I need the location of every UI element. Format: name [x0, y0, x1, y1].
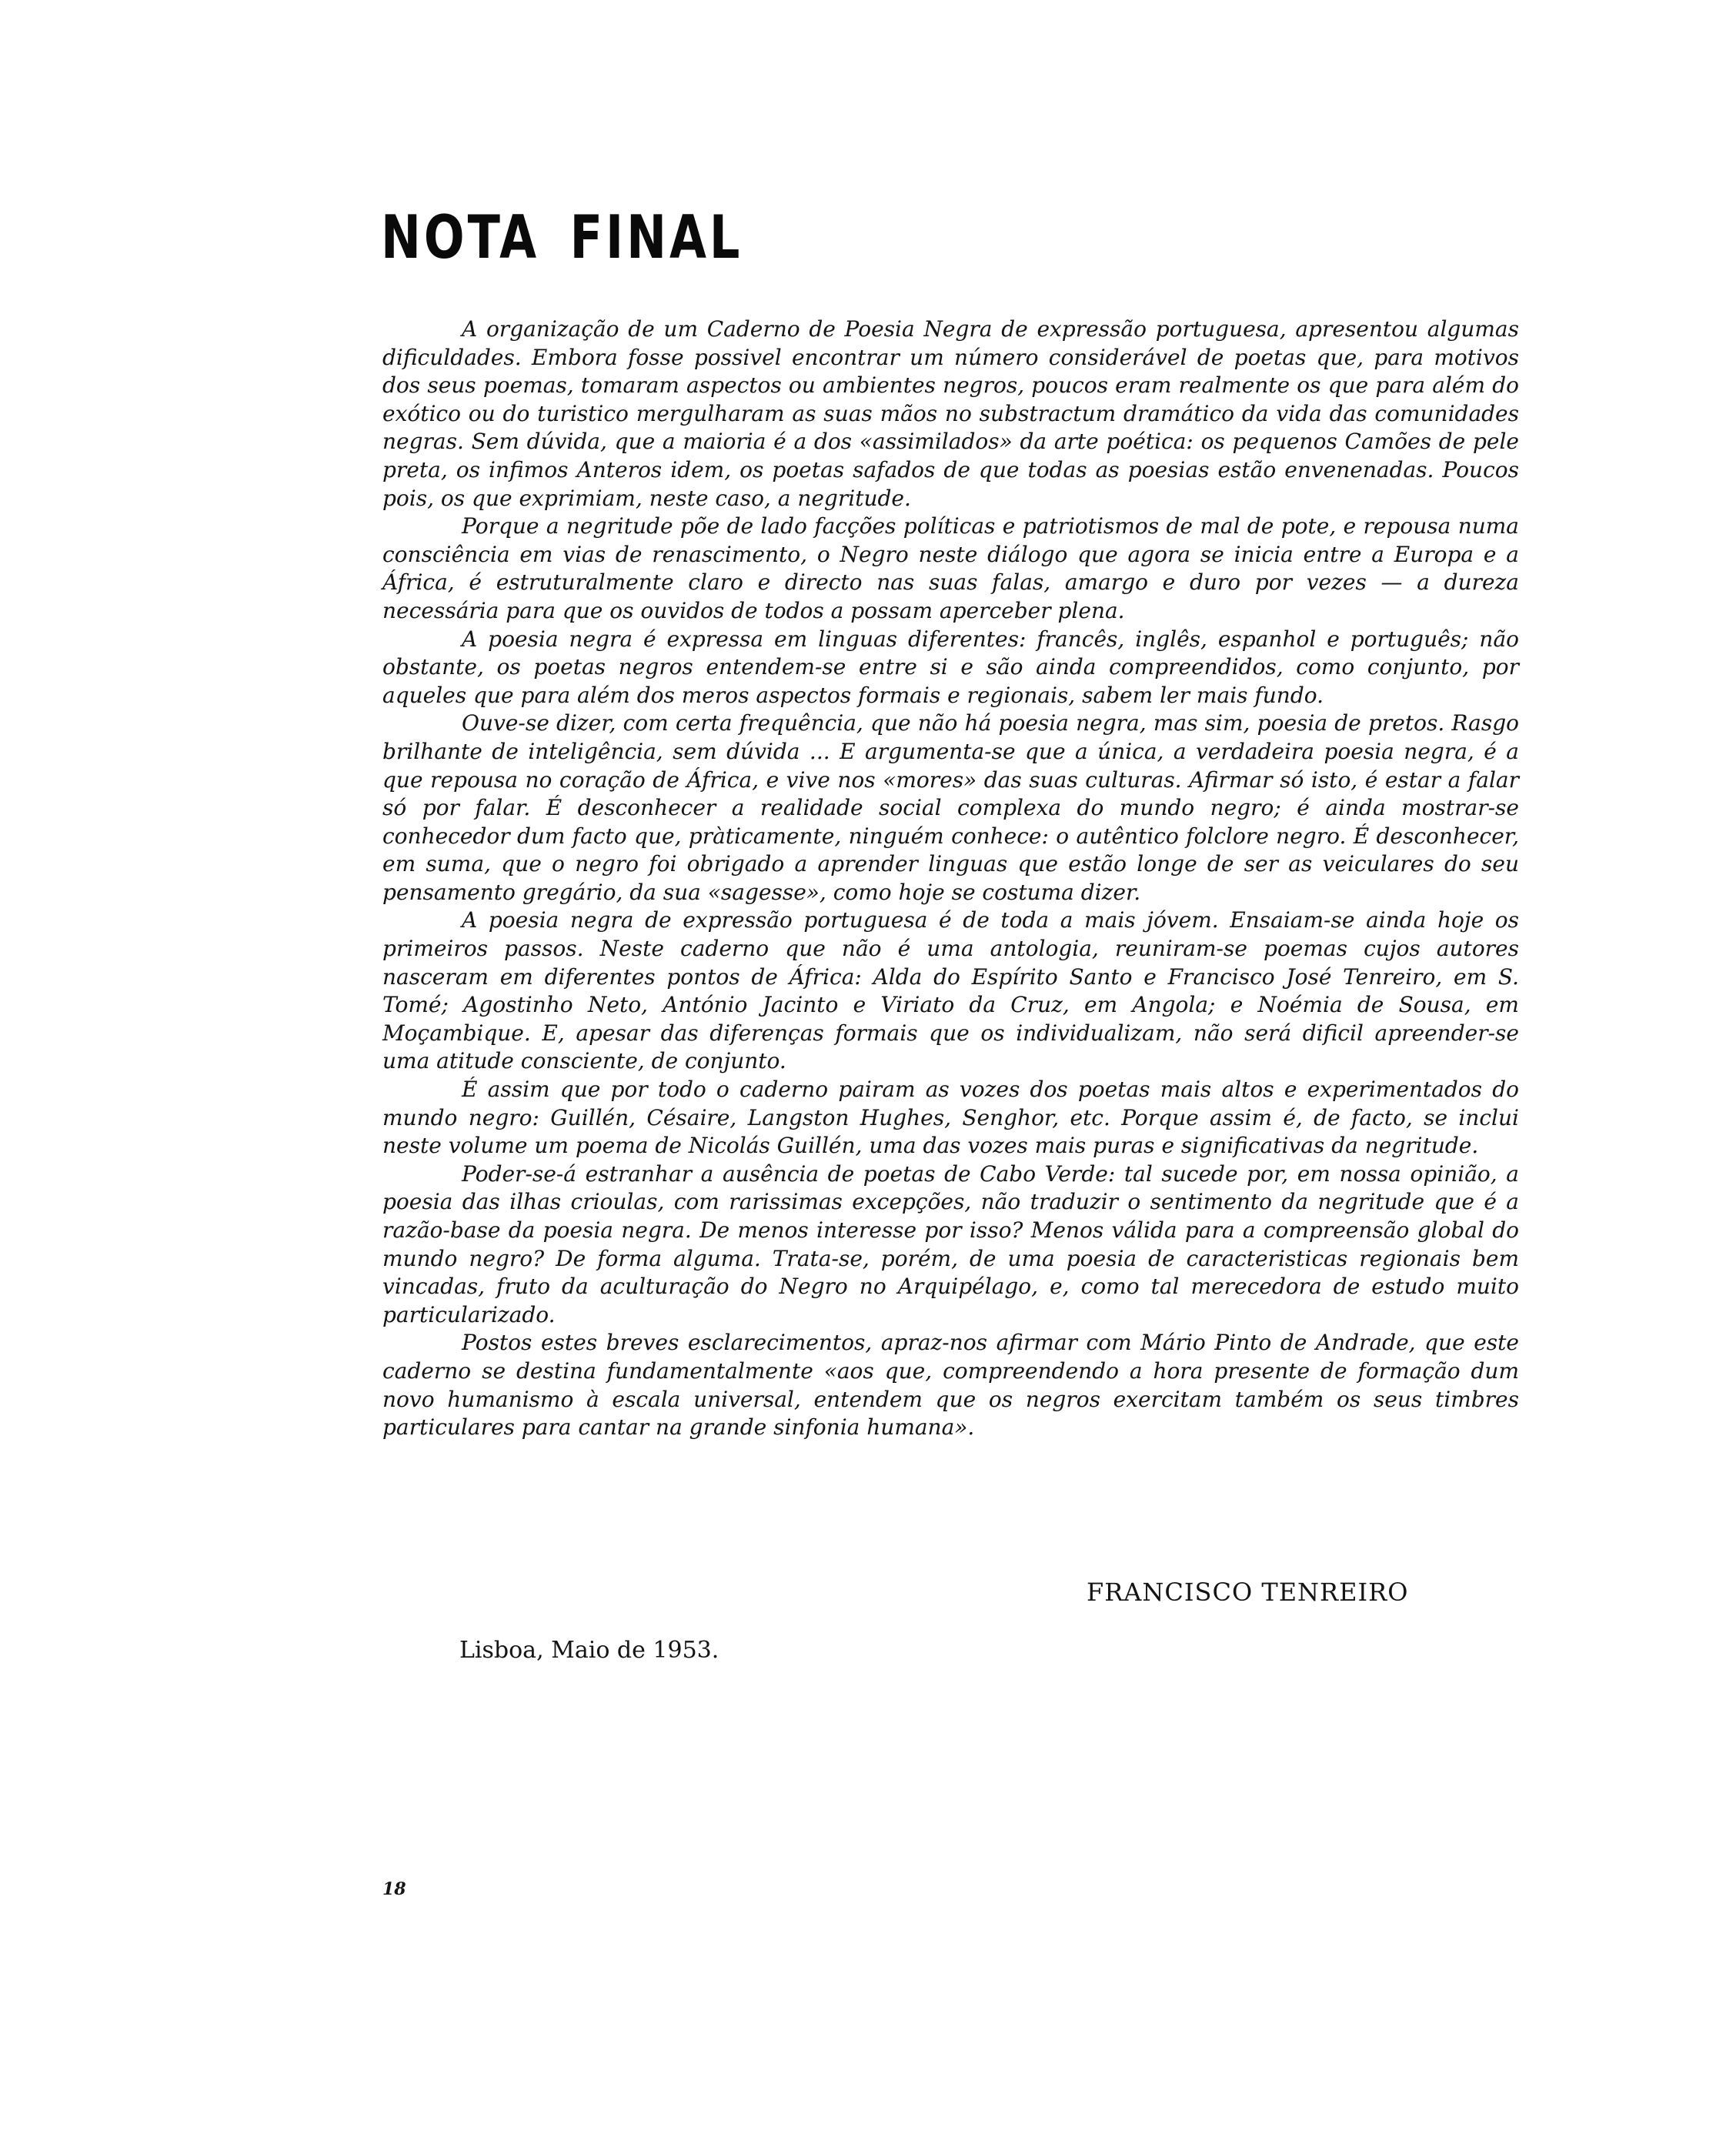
paragraph: Postos estes breves esclarecimentos, apraz-nos afirmar com Mário Pinto de Andrade, que este caderno se destina fundamentalmente «aos que, compreendendo a hora presente de formação dum novo humanismo à escala universal, entendem que os negros exercitam também os seus timbres particulares para cantar na grande sinfonia humana».: [382, 1330, 1519, 1441]
paragraph: É assim que por todo o caderno pairam as vozes dos poetas mais altos e experimentados do mundo negro: Guillén, Césaire, Langston Hughes, Senghor, etc. Porque assim é, de facto, se inclui neste volume um poema de Nicolás Guillén, uma das vozes mais puras e significativas da negritude.: [382, 1077, 1519, 1159]
page-number: 18: [382, 1879, 406, 1899]
paragraph: A poesia negra é expressa em linguas diferentes: francês, inglês, espanhol e português; não obstante, os poetas negros entendem-se entre si e são ainda compreendidos, como conjunto, por aqueles que para além dos meros aspectos formais e regionais, sabem ler mais fundo.: [382, 626, 1519, 708]
page-title: NOTA FINAL: [381, 202, 743, 272]
body-text: [382, 316, 1519, 1442]
paragraph: A organização de um Caderno de Poesia Negra de expressão portuguesa, apresentou algumas dificuldades. Embora fosse possivel encontrar um número considerável de poetas que, para motivos dos seus poemas, tomaram aspectos ou ambientes negros, poucos eram realmente os que para além do exótico ou do turistico mergulharam as suas mãos no substractum dramático da vida das comunidades negras. Sem dúvida, que a maioria é a dos «assimilados» da arte poética: os pequenos Camões de pele preta, os infimos Anteros idem, os poetas safados de que todas as poesias estão envenenadas. Poucos pois, os que exprimiam, neste caso, a negritude.: [382, 316, 1519, 511]
paragraph: A poesia negra de expressão portuguesa é de toda a mais jóvem. Ensaiam-se ainda hoje os primeiros passos. Neste caderno que não é uma antologia, reuniram-se poemas cujos autores nasceram em diferentes pontos de África: Alda do Espírito Santo e Francisco José Tenreiro, em S. Tomé; Agostinho Neto, António Jacinto e Viriato da Cruz, em Angola; e Noémia de Sousa, em Moçambique. E, apesar das diferenças formais que os individualizam, não será dificil apreender-se uma atitude consciente, de conjunto.: [382, 907, 1519, 1074]
paragraph: Poder-se-á estranhar a ausência de poetas de Cabo Verde: tal sucede por, em nossa opinião, a poesia das ilhas crioulas, com rarissimas excepções, não traduzir o sentimento da negritude que é a razão-base da poesia negra. De menos interesse por isso? Menos válida para a compreensão global do mundo negro? De forma alguma. Trata-se, porém, de uma poesia de caracteristicas regionais bem vincadas, fruto da aculturação do Negro no Arquipélago, e, como tal merecedora de estudo muito particularizado.: [382, 1160, 1519, 1327]
paragraph: Ouve-se dizer, com certa frequência, que não há poesia negra, mas sim, poesia de pretos. Rasgo brilhante de inteligência, sem dúvida ... E argumenta-se que a única, a verdadeira poesia negra, é a que repousa no coração de África, e vive nos «mores» das suas culturas. Afirmar só isto, é estar a falar só por falar. É desconhecer a realidade social complexa do mundo negro; é ainda mostrar-se conhecedor dum facto que, pràticamente, ninguém conhece: o autêntico folclore negro. É desconhecer, em suma, que o negro foi obrigado a aprender linguas que estão longe de ser as veiculares do seu pensamento gregário, da sua «sagesse», como hoje se costuma dizer.: [382, 710, 1519, 905]
paragraph: Porque a negritude põe de lado facções políticas e patriotismos de mal de pote, e repousa numa consciência em vias de renascimento, o Negro neste diálogo que agora se inicia entre a Europa e a África, é estruturalmente claro e directo nas suas falas, amargo e duro por vezes — a dureza necessária para que os ouvidos de todos a possam aperceber plena.: [382, 513, 1519, 623]
place-and-date: Lisboa, Maio de 1953.: [459, 1637, 719, 1664]
author-signature: FRANCISCO TENREIRO: [1087, 1578, 1409, 1607]
